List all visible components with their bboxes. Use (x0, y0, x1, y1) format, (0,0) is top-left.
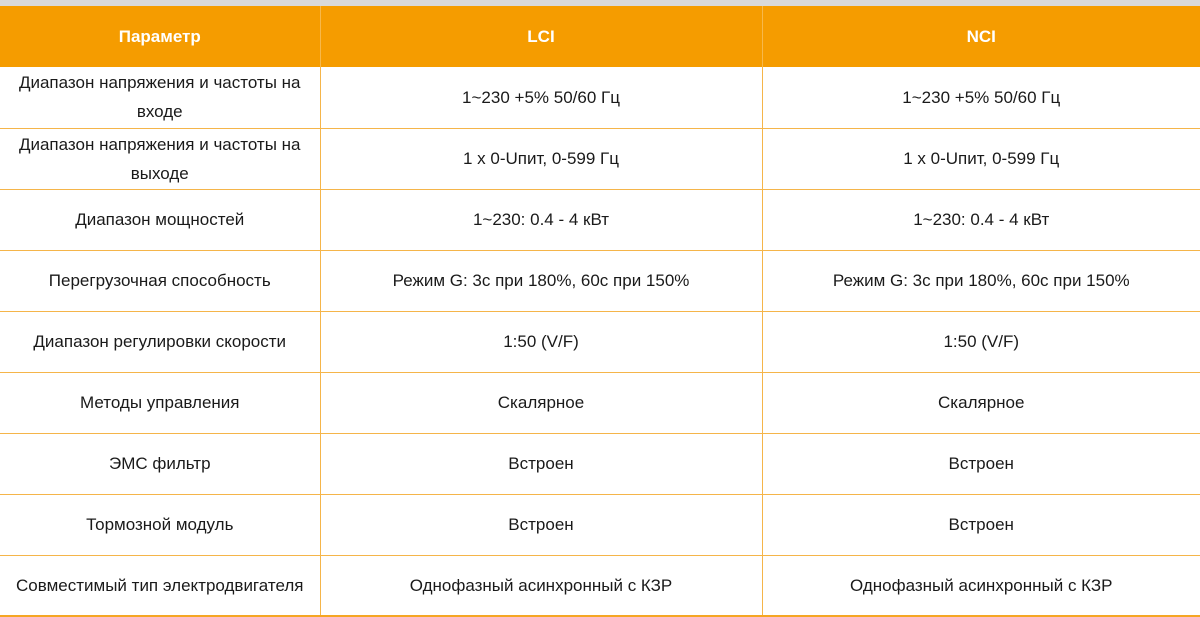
lci-cell: 1:50 (V/F) (320, 311, 762, 372)
nci-cell: 1~230 +5% 50/60 Гц (762, 67, 1200, 128)
table-header (0, 3, 1200, 67)
lci-cell: Скалярное (320, 372, 762, 433)
table-row (0, 494, 1200, 555)
header-row (0, 3, 1200, 67)
header-nci: NCI (762, 3, 1200, 67)
lci-cell: 1 x 0-Uпит, 0-599 Гц (320, 128, 762, 189)
nci-cell: 1~230: 0.4 - 4 кВт (762, 189, 1200, 250)
header-param: Параметр (0, 3, 320, 67)
nci-cell: Скалярное (762, 372, 1200, 433)
param-cell: Перегрузочная способность (0, 250, 320, 311)
lci-cell: 1~230: 0.4 - 4 кВт (320, 189, 762, 250)
table-row (0, 433, 1200, 494)
nci-cell: Однофазный асинхронный с КЗР (762, 555, 1200, 616)
param-cell: Диапазон напряжения и частоты на выходе (0, 128, 320, 189)
lci-cell: Встроен (320, 494, 762, 555)
lci-cell: 1~230 +5% 50/60 Гц (320, 67, 762, 128)
lci-cell: Режим G: 3с при 180%, 60с при 150% (320, 250, 762, 311)
param-cell: Диапазон мощностей (0, 189, 320, 250)
lci-cell: Однофазный асинхронный с КЗР (320, 555, 762, 616)
table-row (0, 250, 1200, 311)
param-cell: Диапазон регулировки скорости (0, 311, 320, 372)
param-cell: Тормозной модуль (0, 494, 320, 555)
table-row (0, 67, 1200, 128)
param-cell: Методы управления (0, 372, 320, 433)
nci-cell: 1:50 (V/F) (762, 311, 1200, 372)
table-row (0, 311, 1200, 372)
param-cell: Диапазон напряжения и частоты на входе (0, 67, 320, 128)
param-cell: Совместимый тип электродвигателя (0, 555, 320, 616)
lci-cell: Встроен (320, 433, 762, 494)
nci-cell: Встроен (762, 433, 1200, 494)
table-row (0, 189, 1200, 250)
nci-cell: Встроен (762, 494, 1200, 555)
table-row (0, 128, 1200, 189)
nci-cell: 1 x 0-Uпит, 0-599 Гц (762, 128, 1200, 189)
nci-cell: Режим G: 3с при 180%, 60с при 150% (762, 250, 1200, 311)
table-body (0, 67, 1200, 616)
table-row (0, 555, 1200, 616)
table-row (0, 372, 1200, 433)
header-lci: LCI (320, 3, 762, 67)
param-cell: ЭМС фильтр (0, 433, 320, 494)
